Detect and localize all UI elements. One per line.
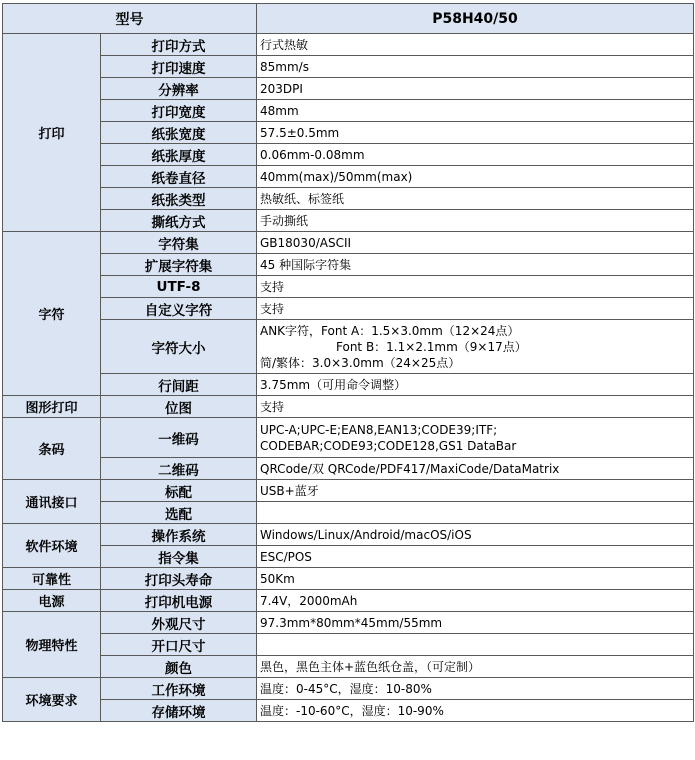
param-value: 黑色，黑色主体+蓝色纸仓盖，（可定制） — [257, 656, 694, 678]
category-print: 打印 — [3, 34, 101, 232]
table-row — [3, 100, 694, 122]
category-environment: 环境要求 — [3, 678, 101, 722]
param-label: 选配 — [101, 502, 257, 524]
table-row — [3, 374, 694, 396]
param-value: 50Km — [257, 568, 694, 590]
table-row — [3, 56, 694, 78]
param-label: 扩展字符集 — [101, 254, 257, 276]
param-value: 97.3mm*80mm*45mm/55mm — [257, 612, 694, 634]
table-row — [3, 144, 694, 166]
category-comm: 通讯接口 — [3, 480, 101, 524]
param-value: 7.4V，2000mAh — [257, 590, 694, 612]
table-row — [3, 396, 694, 418]
param-value-multiline — [257, 418, 694, 458]
value-line: Font B：1.1×2.1mm（9×17点） — [336, 339, 527, 354]
table-row — [3, 418, 694, 458]
value-line: UPC-A;UPC-E;EAN8,EAN13;CODE39;ITF; — [260, 422, 498, 437]
param-label: 打印方式 — [101, 34, 257, 56]
param-label: 纸张类型 — [101, 188, 257, 210]
table-row — [3, 232, 694, 254]
param-value-multiline — [257, 320, 694, 374]
model-label: 型号 — [3, 4, 257, 34]
param-value: 热敏纸、标签纸 — [257, 188, 694, 210]
param-label: 打印头寿命 — [101, 568, 257, 590]
param-value: 0.06mm-0.08mm — [257, 144, 694, 166]
param-value: 45 种国际字符集 — [257, 254, 694, 276]
param-label: 字符大小 — [101, 320, 257, 374]
table-row — [3, 480, 694, 502]
param-value: 57.5±0.5mm — [257, 122, 694, 144]
param-value: 温度：0-45°C，湿度：10-80% — [257, 678, 694, 700]
table-row — [3, 276, 694, 298]
param-label: 分辨率 — [101, 78, 257, 100]
param-label: 纸张厚度 — [101, 144, 257, 166]
param-label: 二维码 — [101, 458, 257, 480]
param-value: 3.75mm（可用命令调整） — [257, 374, 694, 396]
param-value — [257, 634, 694, 656]
param-label: 颜色 — [101, 656, 257, 678]
table-row — [3, 700, 694, 722]
param-value: 85mm/s — [257, 56, 694, 78]
category-software: 软件环境 — [3, 524, 101, 568]
param-label: 字符集 — [101, 232, 257, 254]
param-value: 温度：-10-60°C，湿度：10-90% — [257, 700, 694, 722]
param-label: 工作环境 — [101, 678, 257, 700]
category-physical: 物理特性 — [3, 612, 101, 678]
table-row — [3, 78, 694, 100]
param-value: ESC/POS — [257, 546, 694, 568]
value-line: CODEBAR;CODE93;CODE128,GS1 DataBar — [260, 438, 517, 453]
param-label: 外观尺寸 — [101, 612, 257, 634]
param-label: 开口尺寸 — [101, 634, 257, 656]
table-row — [3, 612, 694, 634]
category-chars: 字符 — [3, 232, 101, 396]
table-row — [3, 320, 694, 374]
param-label: 行间距 — [101, 374, 257, 396]
table-row — [3, 188, 694, 210]
value-line: 简/繁体：3.0×3.0mm（24×25点） — [260, 355, 461, 370]
category-graphics: 图形打印 — [3, 396, 101, 418]
model-value: P58H40/50 — [257, 4, 694, 34]
table-row — [3, 524, 694, 546]
param-value — [257, 502, 694, 524]
table-row — [3, 678, 694, 700]
param-label: 打印机电源 — [101, 590, 257, 612]
table-row — [3, 568, 694, 590]
category-barcode: 条码 — [3, 418, 101, 480]
param-value: 支持 — [257, 276, 694, 298]
param-label: 存储环境 — [101, 700, 257, 722]
param-label: 标配 — [101, 480, 257, 502]
table-row — [3, 210, 694, 232]
param-value: 手动撕纸 — [257, 210, 694, 232]
param-value: QRCode/双 QRCode/PDF417/MaxiCode/DataMatrix — [257, 458, 694, 480]
param-label: 撕纸方式 — [101, 210, 257, 232]
param-value: 行式热敏 — [257, 34, 694, 56]
table-row — [3, 656, 694, 678]
spec-table — [2, 3, 694, 722]
param-value: 支持 — [257, 396, 694, 418]
param-label: 纸卷直径 — [101, 166, 257, 188]
param-value: 支持 — [257, 298, 694, 320]
param-value: Windows/Linux/Android/macOS/iOS — [257, 524, 694, 546]
table-row — [3, 298, 694, 320]
table-row — [3, 34, 694, 56]
category-reliability: 可靠性 — [3, 568, 101, 590]
table-row — [3, 254, 694, 276]
table-row — [3, 458, 694, 480]
param-value: 203DPI — [257, 78, 694, 100]
param-label: 纸张宽度 — [101, 122, 257, 144]
table-row — [3, 634, 694, 656]
param-value: 40mm(max)/50mm(max) — [257, 166, 694, 188]
param-label: 指令集 — [101, 546, 257, 568]
param-label: 自定义字符 — [101, 298, 257, 320]
param-value: 48mm — [257, 100, 694, 122]
param-label: 打印宽度 — [101, 100, 257, 122]
param-value: GB18030/ASCII — [257, 232, 694, 254]
category-power: 电源 — [3, 590, 101, 612]
param-value: USB+蓝牙 — [257, 480, 694, 502]
table-row — [3, 546, 694, 568]
param-label: UTF-8 — [101, 276, 257, 298]
param-label: 位图 — [101, 396, 257, 418]
header-row — [3, 4, 694, 34]
value-line: ANK字符，Font A：1.5×3.0mm（12×24点） — [260, 323, 520, 338]
table-row — [3, 502, 694, 524]
param-label: 打印速度 — [101, 56, 257, 78]
table-row — [3, 166, 694, 188]
param-label: 一维码 — [101, 418, 257, 458]
param-label: 操作系统 — [101, 524, 257, 546]
table-row — [3, 122, 694, 144]
table-row — [3, 590, 694, 612]
